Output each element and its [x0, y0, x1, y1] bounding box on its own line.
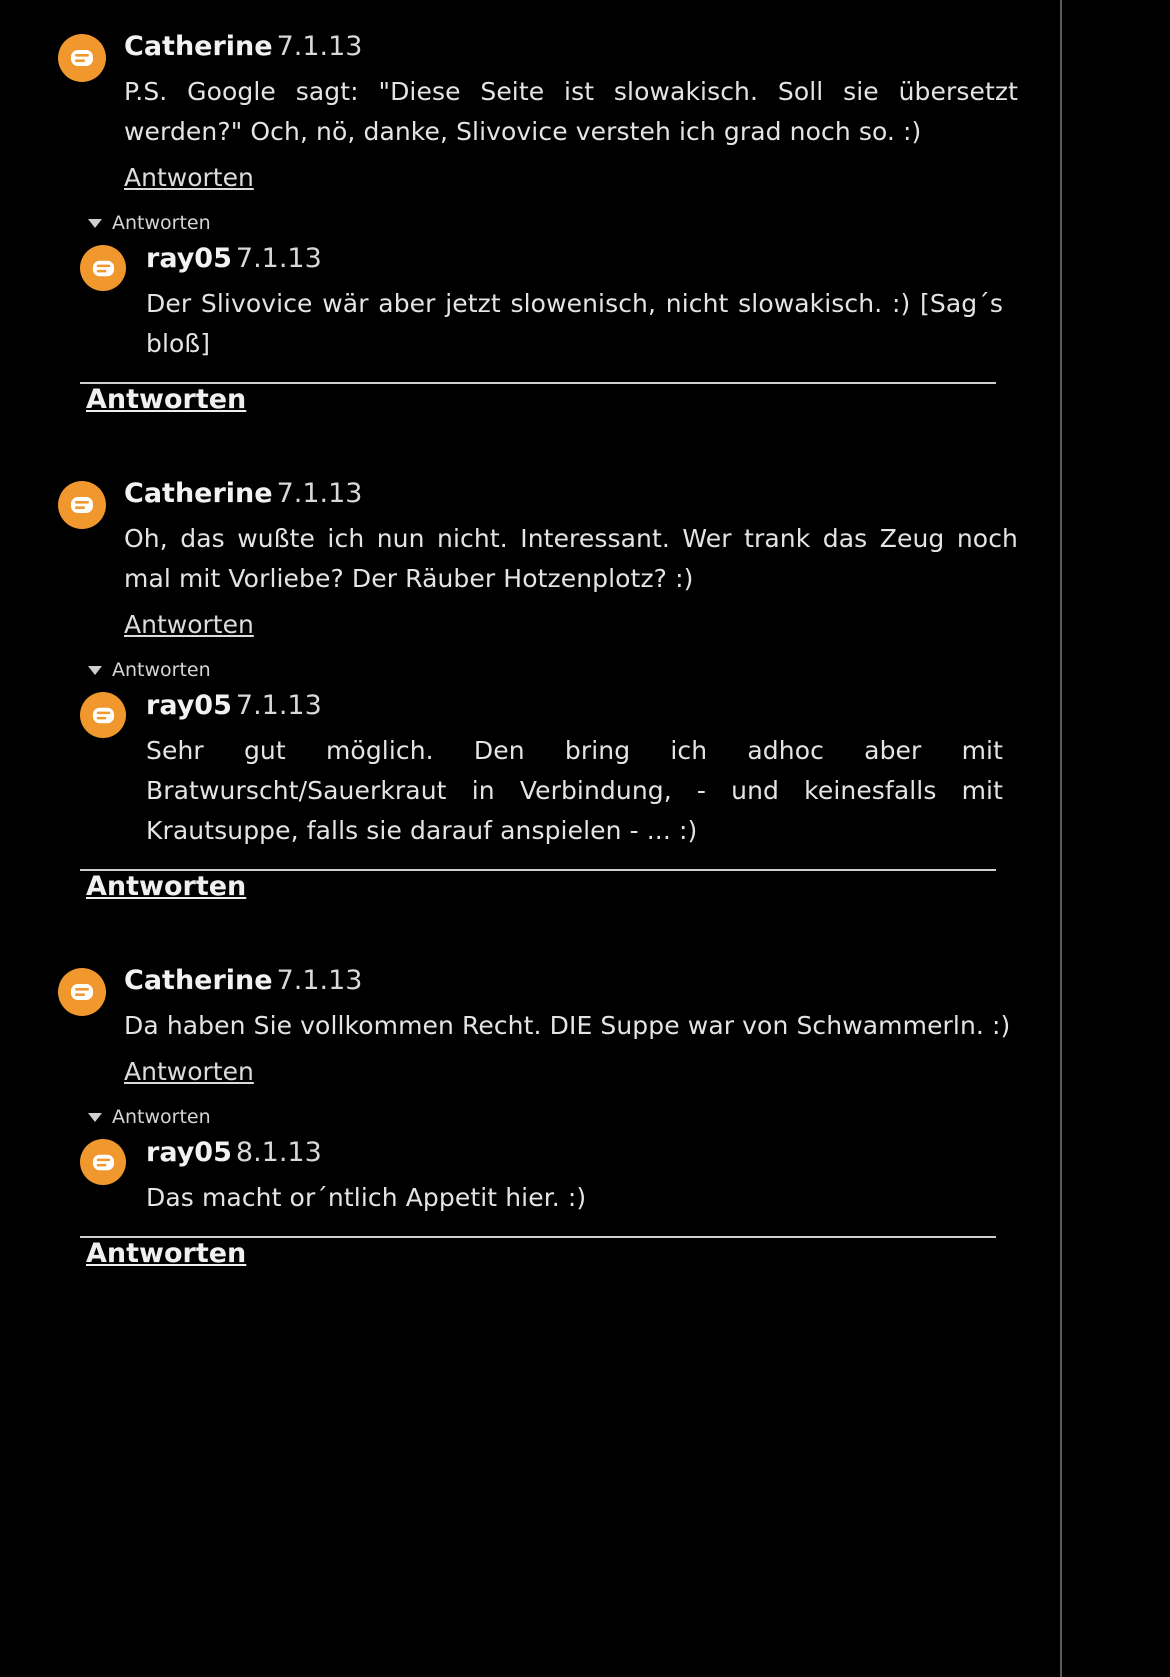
- comment-text: Oh, das wußte ich nun nicht. Interessant. Wer trank das Zeug noch mal mit Vorliebe? Der Räuber Hotzenplotz? :): [124, 524, 1018, 593]
- comment-text: P.S. Google sagt: "Diese Seite ist slowakisch. Soll sie übersetzt werden?" Och, nö, danke, Slivovice versteh ich grad noch so. :): [124, 77, 1018, 146]
- comment-header: [146, 1136, 1058, 1170]
- comment-author: ray05: [146, 690, 232, 721]
- comment-reply: [80, 1136, 1058, 1218]
- comment-author: ray05: [146, 243, 232, 274]
- comment-date: 7.1.13: [276, 478, 363, 509]
- blogger-icon: [91, 256, 116, 281]
- comment-author: Catherine: [124, 965, 273, 996]
- replies-toggle-label: Antworten: [112, 1106, 211, 1128]
- comment-reply: [80, 242, 1058, 364]
- comment-author: Catherine: [124, 478, 273, 509]
- thread-spacer: [0, 415, 1058, 477]
- avatar: [80, 1139, 126, 1185]
- comment-text: Das macht or´ntlich Appetit hier. :): [146, 1183, 587, 1212]
- avatar: [58, 481, 106, 529]
- top-spacer: [0, 0, 1058, 30]
- chevron-down-icon: [88, 1113, 102, 1122]
- comment: [58, 477, 1058, 645]
- replies-toggle[interactable]: [88, 1106, 1058, 1128]
- comment-header: [146, 242, 1058, 276]
- comment-text: Da haben Sie vollkommen Recht. DIE Suppe war von Schwammerln. :): [124, 1011, 1011, 1040]
- comment-date: 8.1.13: [235, 1137, 322, 1168]
- thread-spacer: [0, 902, 1058, 964]
- replies-toggle-label: Antworten: [112, 212, 211, 234]
- comment: [58, 30, 1058, 198]
- blogger-icon: [69, 492, 95, 518]
- blogger-icon: [69, 45, 95, 71]
- comment-reply: [80, 689, 1058, 851]
- replies-toggle[interactable]: [88, 212, 1058, 234]
- avatar: [80, 692, 126, 738]
- thread-reply-button[interactable]: Antworten: [86, 1238, 247, 1269]
- comment-header: [124, 477, 1058, 511]
- blogger-icon: [91, 1150, 116, 1175]
- reply-link[interactable]: Antworten: [124, 610, 254, 639]
- comment-date: 7.1.13: [276, 965, 363, 996]
- reply-link[interactable]: Antworten: [124, 163, 254, 192]
- avatar: [58, 34, 106, 82]
- thread-reply-button[interactable]: Antworten: [86, 384, 247, 415]
- comment-header: [124, 964, 1058, 998]
- avatar: [80, 245, 126, 291]
- comment-thread: [0, 30, 1058, 415]
- avatar: [58, 968, 106, 1016]
- chevron-down-icon: [88, 666, 102, 675]
- comment-thread: [0, 477, 1058, 902]
- comment-text: Der Slivovice wär aber jetzt slowenisch, nicht slowakisch. :) [Sag´s bloß]: [146, 289, 1003, 358]
- comment-author: ray05: [146, 1137, 232, 1168]
- comment-date: 7.1.13: [276, 31, 363, 62]
- chevron-down-icon: [88, 219, 102, 228]
- scrollbar-rail[interactable]: [1060, 0, 1170, 1677]
- blogger-icon: [69, 979, 95, 1005]
- replies-toggle-label: Antworten: [112, 659, 211, 681]
- replies-toggle[interactable]: [88, 659, 1058, 681]
- comment-header: [146, 689, 1058, 723]
- comment-date: 7.1.13: [235, 690, 322, 721]
- comment-thread: [0, 964, 1058, 1269]
- comment-header: [124, 30, 1058, 64]
- comment-author: Catherine: [124, 31, 273, 62]
- comment-date: 7.1.13: [235, 243, 322, 274]
- comment: [58, 964, 1058, 1092]
- thread-reply-button[interactable]: Antworten: [86, 871, 247, 902]
- comment-text: Sehr gut möglich. Den bring ich adhoc aber mit Bratwurscht/Sauerkraut in Verbindung, - und keinesfalls mit Krautsuppe, falls sie darauf anspielen - ... :): [146, 736, 1003, 845]
- blogger-icon: [91, 703, 116, 728]
- reply-link[interactable]: Antworten: [124, 1057, 254, 1086]
